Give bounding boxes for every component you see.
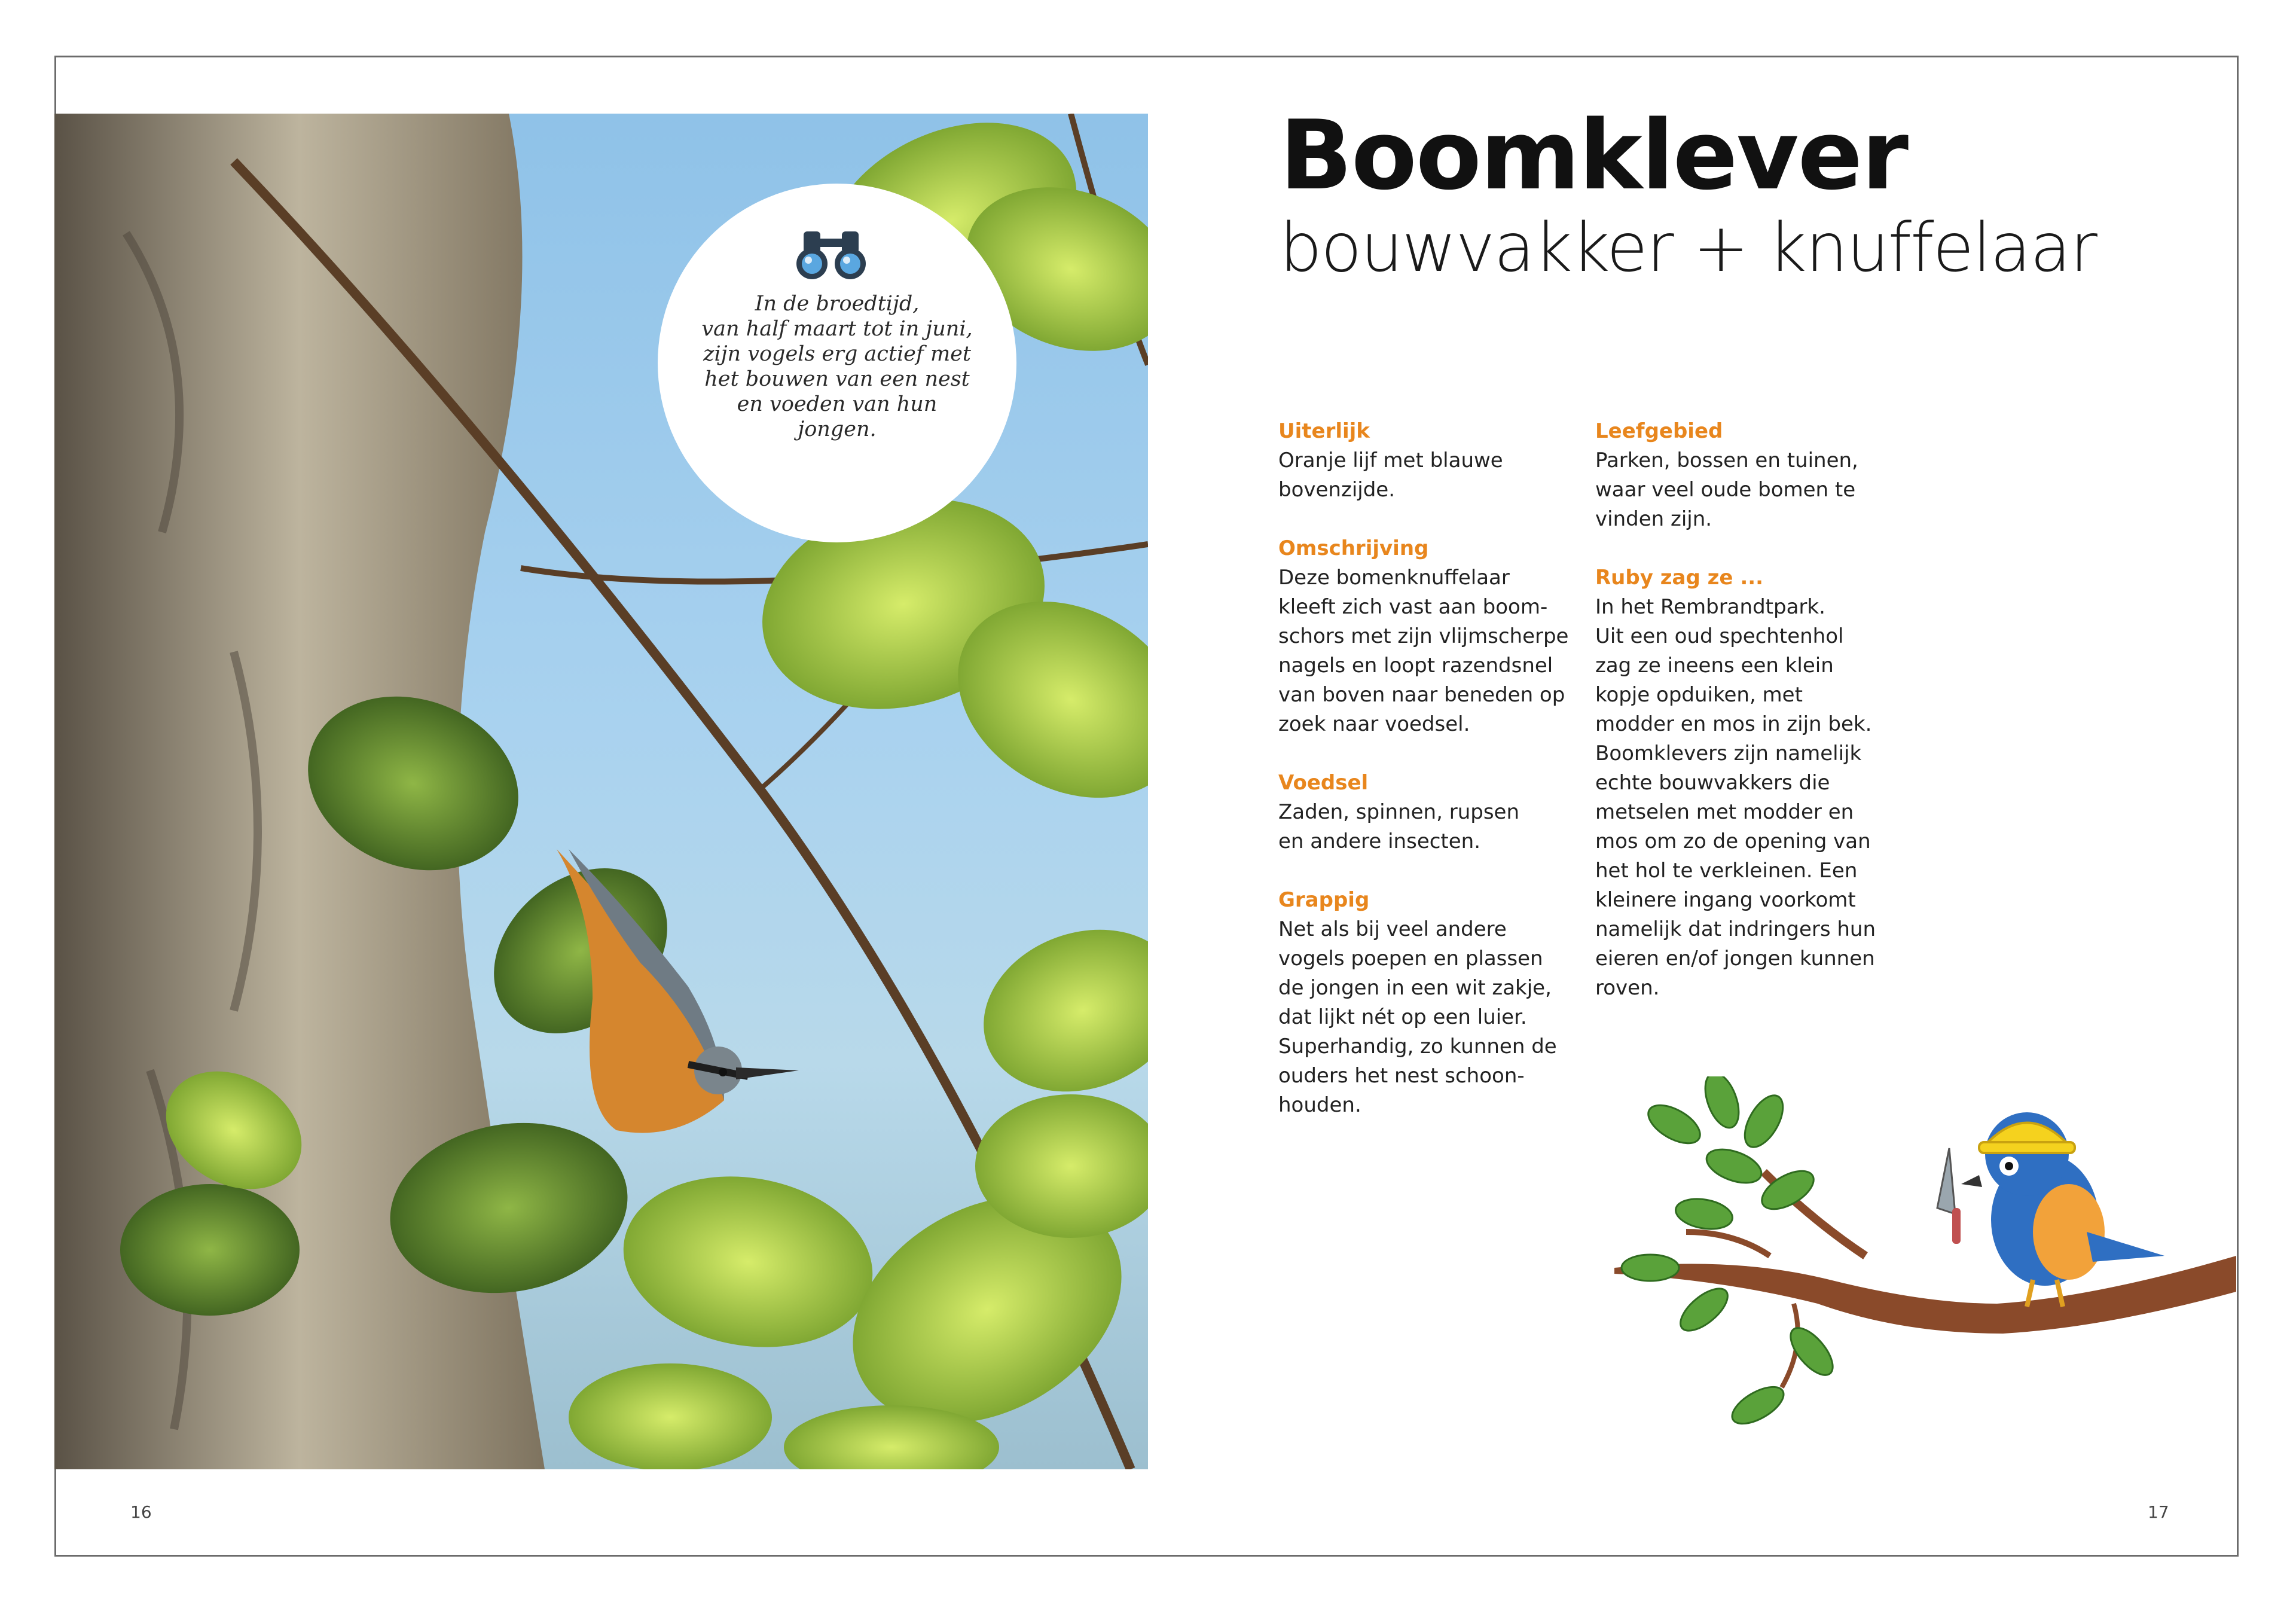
section-body: In het Rembrandtpark. Uit een oud spechtenhol zag ze ineens een klein kopje opduiken, met modder en mos in zijn bek. Boomklevers zijn namelijk echte bouwvakkers die metselen met modder en mos om zo de opening van het hol te verkleinen. Een kleinere ingang voorkomt namelijk dat indringers hun eieren en/of jongen kunnen roven.	[1595, 595, 1876, 1000]
section-body: Zaden, spinnen, rupsen en andere insecten.	[1278, 800, 1520, 853]
info-column-left	[1278, 417, 1583, 1149]
cartoon-bird	[1937, 1112, 2164, 1307]
section-heading: Ruby zag ze ...	[1595, 566, 1764, 590]
section-heading: Omschrijving	[1278, 536, 1429, 560]
info-bubble	[658, 184, 1016, 542]
info-column-right	[1595, 417, 1900, 1032]
builder-bird-illustration	[1614, 1076, 2242, 1447]
section-ruby-zag-ze	[1595, 563, 1900, 1003]
bubble-text: In de broedtijd, van half maart tot in juni, zijn vogels erg actief met het bouwen van een nest en voeden van hun jongen.	[701, 292, 973, 441]
section-grappig	[1278, 886, 1583, 1120]
section-uiterlijk	[1278, 417, 1583, 505]
section-voedsel	[1278, 768, 1583, 856]
binoculars-icon	[795, 227, 867, 280]
section-body: Net als bij veel andere vogels poepen en plassen de jongen in een wit zakje, dat lijkt nét op een luier. Superhandig, zo kunnen de ouders het nest schoon- houden.	[1278, 917, 1557, 1117]
section-heading: Grappig	[1278, 888, 1370, 912]
nuthatch-bird	[557, 849, 799, 1133]
page-number-right: 17	[2148, 1502, 2169, 1522]
section-heading: Voedsel	[1278, 771, 1369, 795]
page-subtitle: bouwvakker + knuffelaar	[1280, 209, 2096, 287]
section-body: Parken, bossen en tuinen, waar veel oude bomen te vinden zijn.	[1595, 449, 1858, 531]
section-body: Deze bomenknuffelaar kleeft zich vast aan boom- schors met zijn vlijmscherpe nagels en loopt razendsnel van boven naar beneden op zoek naar voedsel.	[1278, 566, 1569, 736]
section-body: Oranje lijf met blauwe bovenzijde.	[1278, 449, 1503, 502]
page-number-left: 16	[130, 1502, 152, 1522]
page-title: Boomklever	[1280, 99, 1907, 211]
section-leefgebied	[1595, 417, 1900, 534]
section-heading: Leefgebied	[1595, 419, 1723, 443]
section-heading: Uiterlijk	[1278, 419, 1370, 443]
section-omschrijving	[1278, 534, 1583, 739]
